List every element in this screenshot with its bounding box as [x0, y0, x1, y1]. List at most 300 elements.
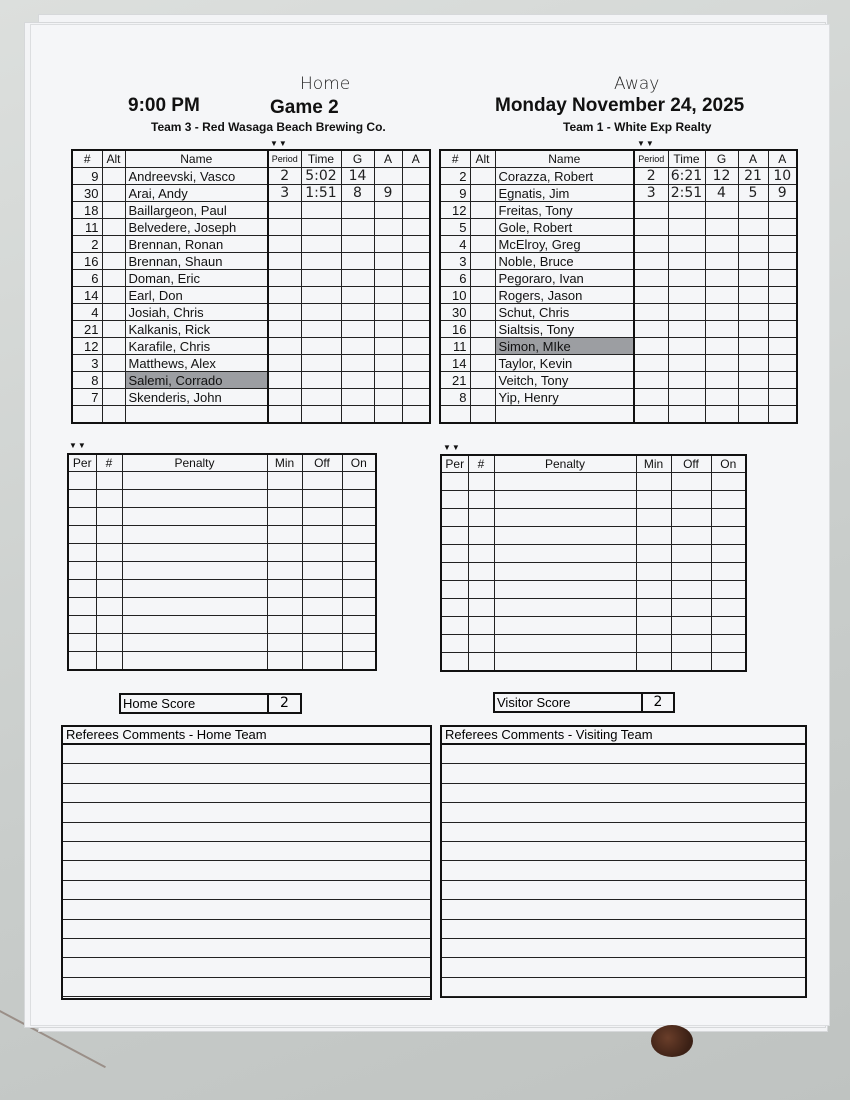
goal-scorer — [341, 406, 374, 424]
goal-scorer — [341, 202, 374, 219]
player-name: Baillargeon, Paul — [125, 202, 268, 219]
pen-on — [342, 598, 376, 616]
goal-scorer — [705, 389, 738, 406]
pen-period — [68, 580, 96, 598]
player-alt — [470, 219, 495, 236]
pen-off — [302, 580, 342, 598]
player-number: 11 — [72, 219, 102, 236]
pen-infraction — [494, 527, 636, 545]
player-alt — [102, 202, 125, 219]
col-name: Name — [495, 150, 634, 168]
assist-1 — [374, 202, 402, 219]
comment-line — [63, 861, 430, 880]
pen-off — [302, 562, 342, 580]
pen-number — [96, 598, 122, 616]
penalty-row — [68, 544, 376, 562]
home-team-name: Team 3 - Red Wasaga Beach Brewing Co. — [151, 120, 386, 134]
player-alt — [470, 304, 495, 321]
pen-period — [441, 617, 468, 635]
pen-period — [68, 472, 96, 490]
player-alt — [470, 253, 495, 270]
goal-period — [634, 389, 668, 406]
penalty-row — [68, 562, 376, 580]
roster-row — [440, 270, 797, 287]
player-number: 21 — [440, 372, 470, 389]
pen-on — [342, 616, 376, 634]
pen-off — [671, 545, 711, 563]
player-number: 2 — [440, 168, 470, 185]
player-number: 16 — [72, 253, 102, 270]
away-team-name: Team 1 - White Exp Realty — [563, 120, 712, 134]
assist-1 — [374, 372, 402, 389]
roster-row — [72, 355, 430, 372]
goal-scorer: 12 — [705, 168, 738, 185]
player-number: 2 — [72, 236, 102, 253]
player-alt — [102, 185, 125, 202]
player-name: Kalkanis, Rick — [125, 321, 268, 338]
assist-1 — [738, 253, 768, 270]
player-name: Egnatis, Jim — [495, 185, 634, 202]
pen-period — [441, 653, 468, 672]
home-comments-title: Referees Comments - Home Team — [63, 727, 430, 745]
pen-infraction — [122, 598, 267, 616]
comment-line — [63, 842, 430, 861]
col-per: Per — [68, 454, 96, 472]
player-alt — [102, 219, 125, 236]
penalty-row — [441, 599, 746, 617]
goal-period — [634, 355, 668, 372]
pen-minutes — [636, 563, 671, 581]
goal-scorer — [705, 338, 738, 355]
pen-minutes — [636, 473, 671, 491]
assist-2: 10 — [768, 168, 797, 185]
assist-1 — [374, 168, 402, 185]
col-assist-1: A — [374, 150, 402, 168]
player-alt — [470, 202, 495, 219]
pen-infraction — [494, 563, 636, 581]
col-number: # — [468, 455, 494, 473]
visiting-referee-comments — [440, 725, 807, 998]
player-number: 9 — [440, 185, 470, 202]
penalty-row — [68, 472, 376, 490]
pen-period — [68, 652, 96, 671]
roster-row — [72, 372, 430, 389]
roster-row — [72, 304, 430, 321]
assist-2 — [768, 355, 797, 372]
assist-2 — [402, 219, 430, 236]
pen-on — [342, 634, 376, 652]
col-min: Min — [267, 454, 302, 472]
goal-scorer — [705, 253, 738, 270]
penalty-row — [68, 508, 376, 526]
roster-row — [440, 304, 797, 321]
pen-on — [342, 526, 376, 544]
assist-1 — [738, 202, 768, 219]
roster-row — [72, 321, 430, 338]
roster-row — [440, 406, 797, 424]
goal-time — [668, 219, 705, 236]
goal-scorer: 4 — [705, 185, 738, 202]
goal-period — [634, 372, 668, 389]
roster-row — [440, 338, 797, 355]
col-goal: G — [705, 150, 738, 168]
player-name: Pegoraro, Ivan — [495, 270, 634, 287]
goal-period — [634, 304, 668, 321]
pen-minutes — [267, 580, 302, 598]
pen-on — [711, 581, 746, 599]
roster-row — [440, 287, 797, 304]
pen-minutes — [267, 490, 302, 508]
player-alt — [102, 389, 125, 406]
goal-time — [301, 321, 341, 338]
assist-1 — [738, 321, 768, 338]
penalty-row — [441, 509, 746, 527]
goal-scorer: 8 — [341, 185, 374, 202]
pen-off — [302, 598, 342, 616]
goal-scorer — [705, 321, 738, 338]
assist-2 — [768, 253, 797, 270]
goal-time — [301, 338, 341, 355]
comment-line — [442, 861, 805, 880]
goal-scorer — [705, 372, 738, 389]
goal-time — [668, 355, 705, 372]
pen-minutes — [267, 634, 302, 652]
assist-2 — [768, 338, 797, 355]
player-name: McElroy, Greg — [495, 236, 634, 253]
assist-1 — [374, 270, 402, 287]
player-number: 6 — [440, 270, 470, 287]
assist-2 — [402, 202, 430, 219]
goal-period — [268, 270, 301, 287]
goal-time — [668, 253, 705, 270]
arrow-marker-icon: ▼▼ — [270, 139, 288, 148]
comment-line — [442, 900, 805, 919]
pen-on — [711, 653, 746, 672]
player-alt — [102, 236, 125, 253]
assist-1 — [738, 287, 768, 304]
goal-scorer — [341, 372, 374, 389]
pen-infraction — [494, 581, 636, 599]
pen-infraction — [494, 491, 636, 509]
goal-time — [668, 236, 705, 253]
penalty-row — [441, 581, 746, 599]
player-name: Skenderis, John — [125, 389, 268, 406]
pen-on — [342, 562, 376, 580]
pen-on — [342, 580, 376, 598]
goal-scorer — [341, 338, 374, 355]
pen-infraction — [494, 653, 636, 672]
assist-1: 21 — [738, 168, 768, 185]
goal-period — [634, 219, 668, 236]
comment-line — [63, 784, 430, 803]
player-number: 4 — [72, 304, 102, 321]
roster-row — [72, 202, 430, 219]
assist-1 — [374, 406, 402, 424]
goal-time: 1:51 — [301, 185, 341, 202]
assist-1 — [738, 355, 768, 372]
visitor-score-box — [493, 692, 675, 713]
goal-time — [668, 406, 705, 424]
comment-line — [442, 939, 805, 958]
pen-period — [68, 598, 96, 616]
roster-row — [72, 185, 430, 202]
arrow-marker-icon: ▼▼ — [637, 139, 655, 148]
assist-1 — [374, 236, 402, 253]
assist-1 — [738, 338, 768, 355]
comment-line — [63, 939, 430, 958]
player-alt — [470, 287, 495, 304]
player-name: Matthews, Alex — [125, 355, 268, 372]
goal-period — [634, 236, 668, 253]
comment-line — [63, 764, 430, 783]
goal-period — [634, 287, 668, 304]
assist-2 — [768, 202, 797, 219]
assist-2 — [402, 372, 430, 389]
player-alt — [470, 236, 495, 253]
penalty-row — [441, 617, 746, 635]
pen-period — [68, 562, 96, 580]
comment-line — [442, 920, 805, 939]
pen-number — [96, 544, 122, 562]
pen-off — [671, 617, 711, 635]
goal-time: 2:51 — [668, 185, 705, 202]
player-number: 6 — [72, 270, 102, 287]
col-time: Time — [668, 150, 705, 168]
comment-line — [442, 764, 805, 783]
penalty-row — [68, 652, 376, 671]
player-alt — [102, 253, 125, 270]
goal-period — [634, 406, 668, 424]
goal-scorer — [341, 389, 374, 406]
player-alt — [470, 355, 495, 372]
penalty-row — [68, 598, 376, 616]
assist-2 — [402, 406, 430, 424]
col-min: Min — [636, 455, 671, 473]
visiting-comments-title: Referees Comments - Visiting Team — [442, 727, 805, 745]
goal-scorer — [341, 270, 374, 287]
penalty-header-row — [68, 454, 376, 472]
pen-on — [342, 652, 376, 671]
comment-line — [63, 745, 430, 764]
player-name: Veitch, Tony — [495, 372, 634, 389]
pen-minutes — [636, 635, 671, 653]
pen-infraction — [494, 599, 636, 617]
home-handwritten: Home — [300, 74, 351, 94]
player-number: 14 — [72, 287, 102, 304]
player-number: 5 — [440, 219, 470, 236]
pen-period — [441, 545, 468, 563]
assist-2 — [402, 389, 430, 406]
pen-period — [441, 563, 468, 581]
pen-on — [342, 544, 376, 562]
pen-minutes — [636, 617, 671, 635]
player-alt — [102, 168, 125, 185]
pen-on — [711, 473, 746, 491]
player-alt — [102, 321, 125, 338]
goal-scorer — [341, 253, 374, 270]
comment-line — [63, 920, 430, 939]
assist-2 — [768, 270, 797, 287]
comment-line — [63, 958, 430, 977]
roster-row — [72, 168, 430, 185]
goal-period: 2 — [634, 168, 668, 185]
player-number: 11 — [440, 338, 470, 355]
player-name: Gole, Robert — [495, 219, 634, 236]
pen-on — [342, 490, 376, 508]
pen-minutes — [267, 526, 302, 544]
pen-infraction — [494, 545, 636, 563]
goal-period — [634, 338, 668, 355]
player-name: Freitas, Tony — [495, 202, 634, 219]
comment-line — [442, 842, 805, 861]
player-number: 8 — [440, 389, 470, 406]
pen-infraction — [122, 634, 267, 652]
goal-period — [268, 406, 301, 424]
player-name: Earl, Don — [125, 287, 268, 304]
goal-period — [634, 253, 668, 270]
goal-time — [301, 202, 341, 219]
home-roster-table — [71, 149, 431, 424]
pen-number — [468, 545, 494, 563]
player-name: Schut, Chris — [495, 304, 634, 321]
pen-number — [96, 580, 122, 598]
goal-period — [268, 338, 301, 355]
pen-infraction — [122, 616, 267, 634]
assist-2 — [402, 168, 430, 185]
goal-period: 3 — [634, 185, 668, 202]
pen-infraction — [122, 472, 267, 490]
roster-row — [440, 185, 797, 202]
goal-period — [634, 202, 668, 219]
penalty-row — [68, 580, 376, 598]
pen-number — [96, 472, 122, 490]
goal-period — [268, 372, 301, 389]
comment-line — [63, 803, 430, 822]
roster-header-row — [440, 150, 797, 168]
player-number — [440, 406, 470, 424]
player-number: 12 — [440, 202, 470, 219]
assist-1 — [374, 304, 402, 321]
pen-number — [468, 491, 494, 509]
roster-row — [72, 389, 430, 406]
assist-2 — [768, 287, 797, 304]
assist-2 — [402, 304, 430, 321]
roster-row — [72, 219, 430, 236]
pen-number — [96, 634, 122, 652]
player-number: 21 — [72, 321, 102, 338]
pen-minutes — [636, 509, 671, 527]
col-time: Time — [301, 150, 341, 168]
goal-scorer — [705, 287, 738, 304]
goal-period: 2 — [268, 168, 301, 185]
goal-scorer — [341, 219, 374, 236]
pen-number — [468, 635, 494, 653]
pen-off — [302, 634, 342, 652]
assist-1 — [374, 321, 402, 338]
assist-1 — [738, 236, 768, 253]
assist-1 — [374, 287, 402, 304]
penalty-row — [441, 491, 746, 509]
home-score-value: 2 — [280, 695, 289, 711]
roster-row — [72, 270, 430, 287]
pen-period — [441, 635, 468, 653]
comment-line — [442, 745, 805, 764]
coin — [651, 1025, 693, 1057]
pen-on — [711, 545, 746, 563]
assist-2 — [768, 304, 797, 321]
player-name: Arai, Andy — [125, 185, 268, 202]
col-name: Name — [125, 150, 268, 168]
pen-on — [342, 508, 376, 526]
penalty-row — [68, 490, 376, 508]
player-name — [495, 406, 634, 424]
goal-scorer — [341, 355, 374, 372]
comment-line — [63, 823, 430, 842]
pen-period — [68, 544, 96, 562]
goal-time — [301, 253, 341, 270]
roster-row — [440, 321, 797, 338]
col-on: On — [342, 454, 376, 472]
goal-scorer — [705, 236, 738, 253]
col-period: Period — [634, 150, 668, 168]
goal-scorer — [705, 202, 738, 219]
pen-off — [671, 635, 711, 653]
player-alt — [470, 321, 495, 338]
pen-number — [96, 562, 122, 580]
pen-number — [468, 473, 494, 491]
pen-minutes — [267, 472, 302, 490]
roster-row — [440, 168, 797, 185]
game-number: Game 2 — [270, 97, 339, 118]
home-score-label: Home Score — [121, 695, 269, 712]
pen-off — [302, 508, 342, 526]
comment-line — [442, 881, 805, 900]
assist-2 — [402, 253, 430, 270]
pen-minutes — [267, 652, 302, 671]
goal-period — [268, 304, 301, 321]
assist-2 — [402, 270, 430, 287]
col-penalty: Penalty — [122, 454, 267, 472]
goal-period — [268, 321, 301, 338]
goal-time — [668, 287, 705, 304]
goal-time — [301, 270, 341, 287]
col-alt: Alt — [102, 150, 125, 168]
player-name: Brennan, Shaun — [125, 253, 268, 270]
col-on: On — [711, 455, 746, 473]
player-alt — [470, 168, 495, 185]
player-alt — [470, 389, 495, 406]
col-off: Off — [671, 455, 711, 473]
goal-time — [301, 406, 341, 424]
assist-2 — [402, 236, 430, 253]
player-name: Andreevski, Vasco — [125, 168, 268, 185]
assist-2 — [768, 406, 797, 424]
pen-number — [96, 616, 122, 634]
pen-minutes — [636, 581, 671, 599]
goal-period — [268, 253, 301, 270]
pen-infraction — [122, 508, 267, 526]
player-alt — [470, 406, 495, 424]
assist-2 — [768, 236, 797, 253]
pen-minutes — [267, 616, 302, 634]
goal-time: 5:02 — [301, 168, 341, 185]
pen-off — [671, 653, 711, 672]
pen-on — [711, 527, 746, 545]
player-number: 30 — [72, 185, 102, 202]
pen-minutes — [267, 598, 302, 616]
player-name: Taylor, Kevin — [495, 355, 634, 372]
penalty-row — [68, 526, 376, 544]
